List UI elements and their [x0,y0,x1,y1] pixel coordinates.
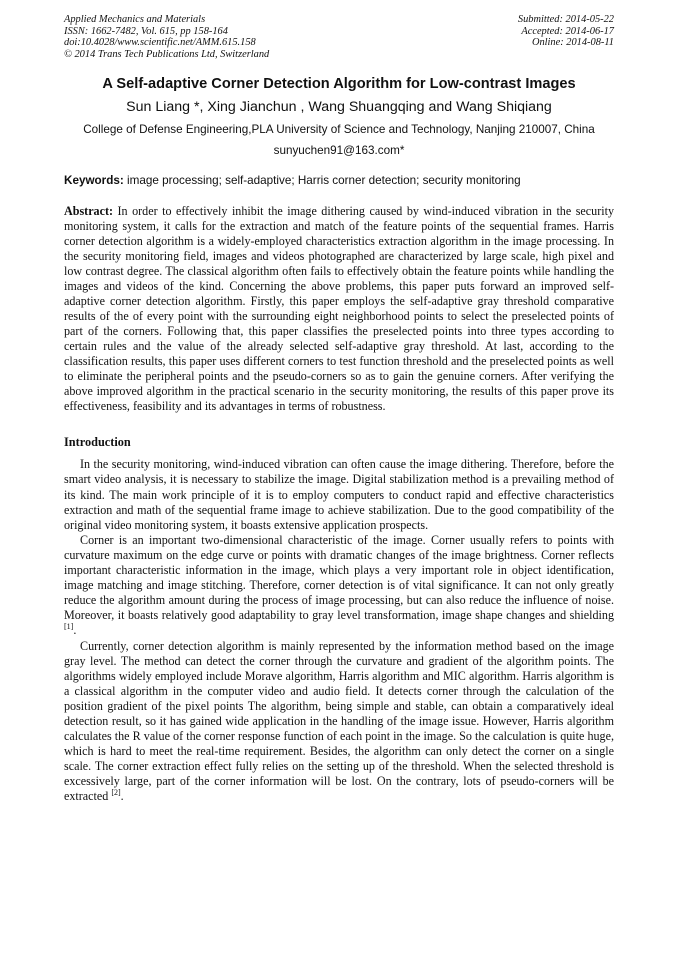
issn-line: ISSN: 1662-7482, Vol. 615, pp 158-164 [64,25,228,37]
abstract-label: Abstract: [64,204,114,219]
intro-paragraph-3-text: Currently, corner detection algorithm is mainly represented by the information method based on the image gray level. The method can detect the corner through the curvature and gradient of the algorithm points. The algorithms widely employed include Morave algorithm, Harris algorithm and MIC algorithm. Harris algorithm is a classical algorithm in the computer video and audio field. It detects corner through the calculation of the position gradient of the pixel points The algorithm, being simple and stable, can obtain a comparatively ideal detection result, so it has gained wide application in the handling of the image issue. However, Harris algorithm calculates the R value of the corner response function of each point in the image. So the calculation is quite huge, which is hard to meet the real-time requirement. Besides, the algorithm can only detect the corner on a single scale. The corner extraction effect fully relies on the setting up of the threshold. When the selected threshold is excessively large, part of the corner information will be lost. On the contrary, lots of pseudo-corners will be extracted [64,638,614,804]
intro-paragraph-2-end: . [73,623,77,638]
keywords-text: image processing; self-adaptive; Harris corner detection; security monitoring [123,174,521,188]
intro-paragraph-2-text: Corner is an important two-dimensional characteristic of the image. Corner usually refers to points with curvature maximum on the edge curve or points with dramatic changes of the image brightness. Corner reflects important characteristic information in the image, which plays a very important role in object identification, image matching and image stitching. Therefore, corner detection is of vital significance. It can not only greatly reduce the algorithm amount during the process of image processing, but can also reduce the influence of noise. Moreover, it boasts relatively good adaptability to gray level transformation, image shape changes and shielding [64,532,614,623]
journal-header [64,14,614,60]
citation-2: [2] [111,788,121,798]
online-date: Online: 2014-08-11 [531,37,614,49]
author-email: sunyuchen91@163.com* [273,144,405,158]
intro-paragraph-3-end: . [120,789,124,804]
dates-info [518,14,614,60]
paper-title: A Self-adaptive Corner Detection Algorithm for Low-contrast Images [102,76,576,93]
paper-page [64,14,614,805]
intro-paragraph-2 [64,533,614,639]
intro-paragraph-3 [64,639,614,805]
section-heading-introduction: Introduction [64,435,131,450]
accepted-date: Accepted: 2014-06-17 [521,25,614,37]
keywords-label: Keywords: [64,174,124,188]
abstract [64,204,614,414]
journal-info [64,14,269,60]
copyright-line: © 2014 Trans Tech Publications Ltd, Switzerland [64,48,270,60]
affiliation: College of Defense Engineering,PLA University of Science and Technology, Nanjing 210007, China [83,123,595,137]
keywords [64,174,614,187]
citation-1: [1] [64,622,74,632]
submitted-date: Submitted: 2014-05-22 [517,14,614,25]
abstract-text: In order to effectively inhibit the image dithering caused by wind-induced vibration in the security monitoring system, it calls for the extraction and match of the feature points of the sequential frames. Harris corner detection algorithm is a widely-employed characteristics extraction algorithm in the image processing. In the security monitoring field, images and videos photographed are characterized by large scale, high pixel and low contrast degree. The classical algorithm often fails to effectively obtain the feature points while handling the images and videos of the kind. Concerning the above problems, this paper puts forward an improved self-adaptive corner detection algorithm. Firstly, this paper employs the self-adaptive gray threshold comparative results of the of every point with the surrounding eight neighborhood points to select the preselected points of part of the corners. Following that, this paper classifies the preselected points into three types according to certain rules and the value of the already selected self-adaptive gray threshold. At last, according to the classification results, this paper uses different corners to test function threshold and the preselected points as well to eliminate the peripheral points and the pseudo-corners so as to gain the genuine corners. After verifying the above improved algorithm in the practical scenario in the security monitoring, the results of this paper prove its effectiveness, feasibility and its advantages in terms of robustness. [64,204,614,414]
intro-paragraph-1: In the security monitoring, wind-induced vibration can often cause the image dithering. Therefore, before the smart video analysis, it is necessary to stabilize the image. Digital stabilization method is a prevailing method of its kind. The main work principle of it is to employ computers to conduct rapid and effective characteristics extraction and math of the sequential frame image to achieve stabilization. Due to the good compatibility of the original video monitoring system, it boasts extensive application prospects. [64,457,614,532]
journal-name: Applied Mechanics and Materials [64,14,206,25]
doi-line: doi:10.4028/www.scientific.net/AMM.615.158 [64,37,256,49]
authors: Sun Liang *, Xing Jianchun , Wang Shuangqing and Wang Shiqiang [126,99,552,116]
